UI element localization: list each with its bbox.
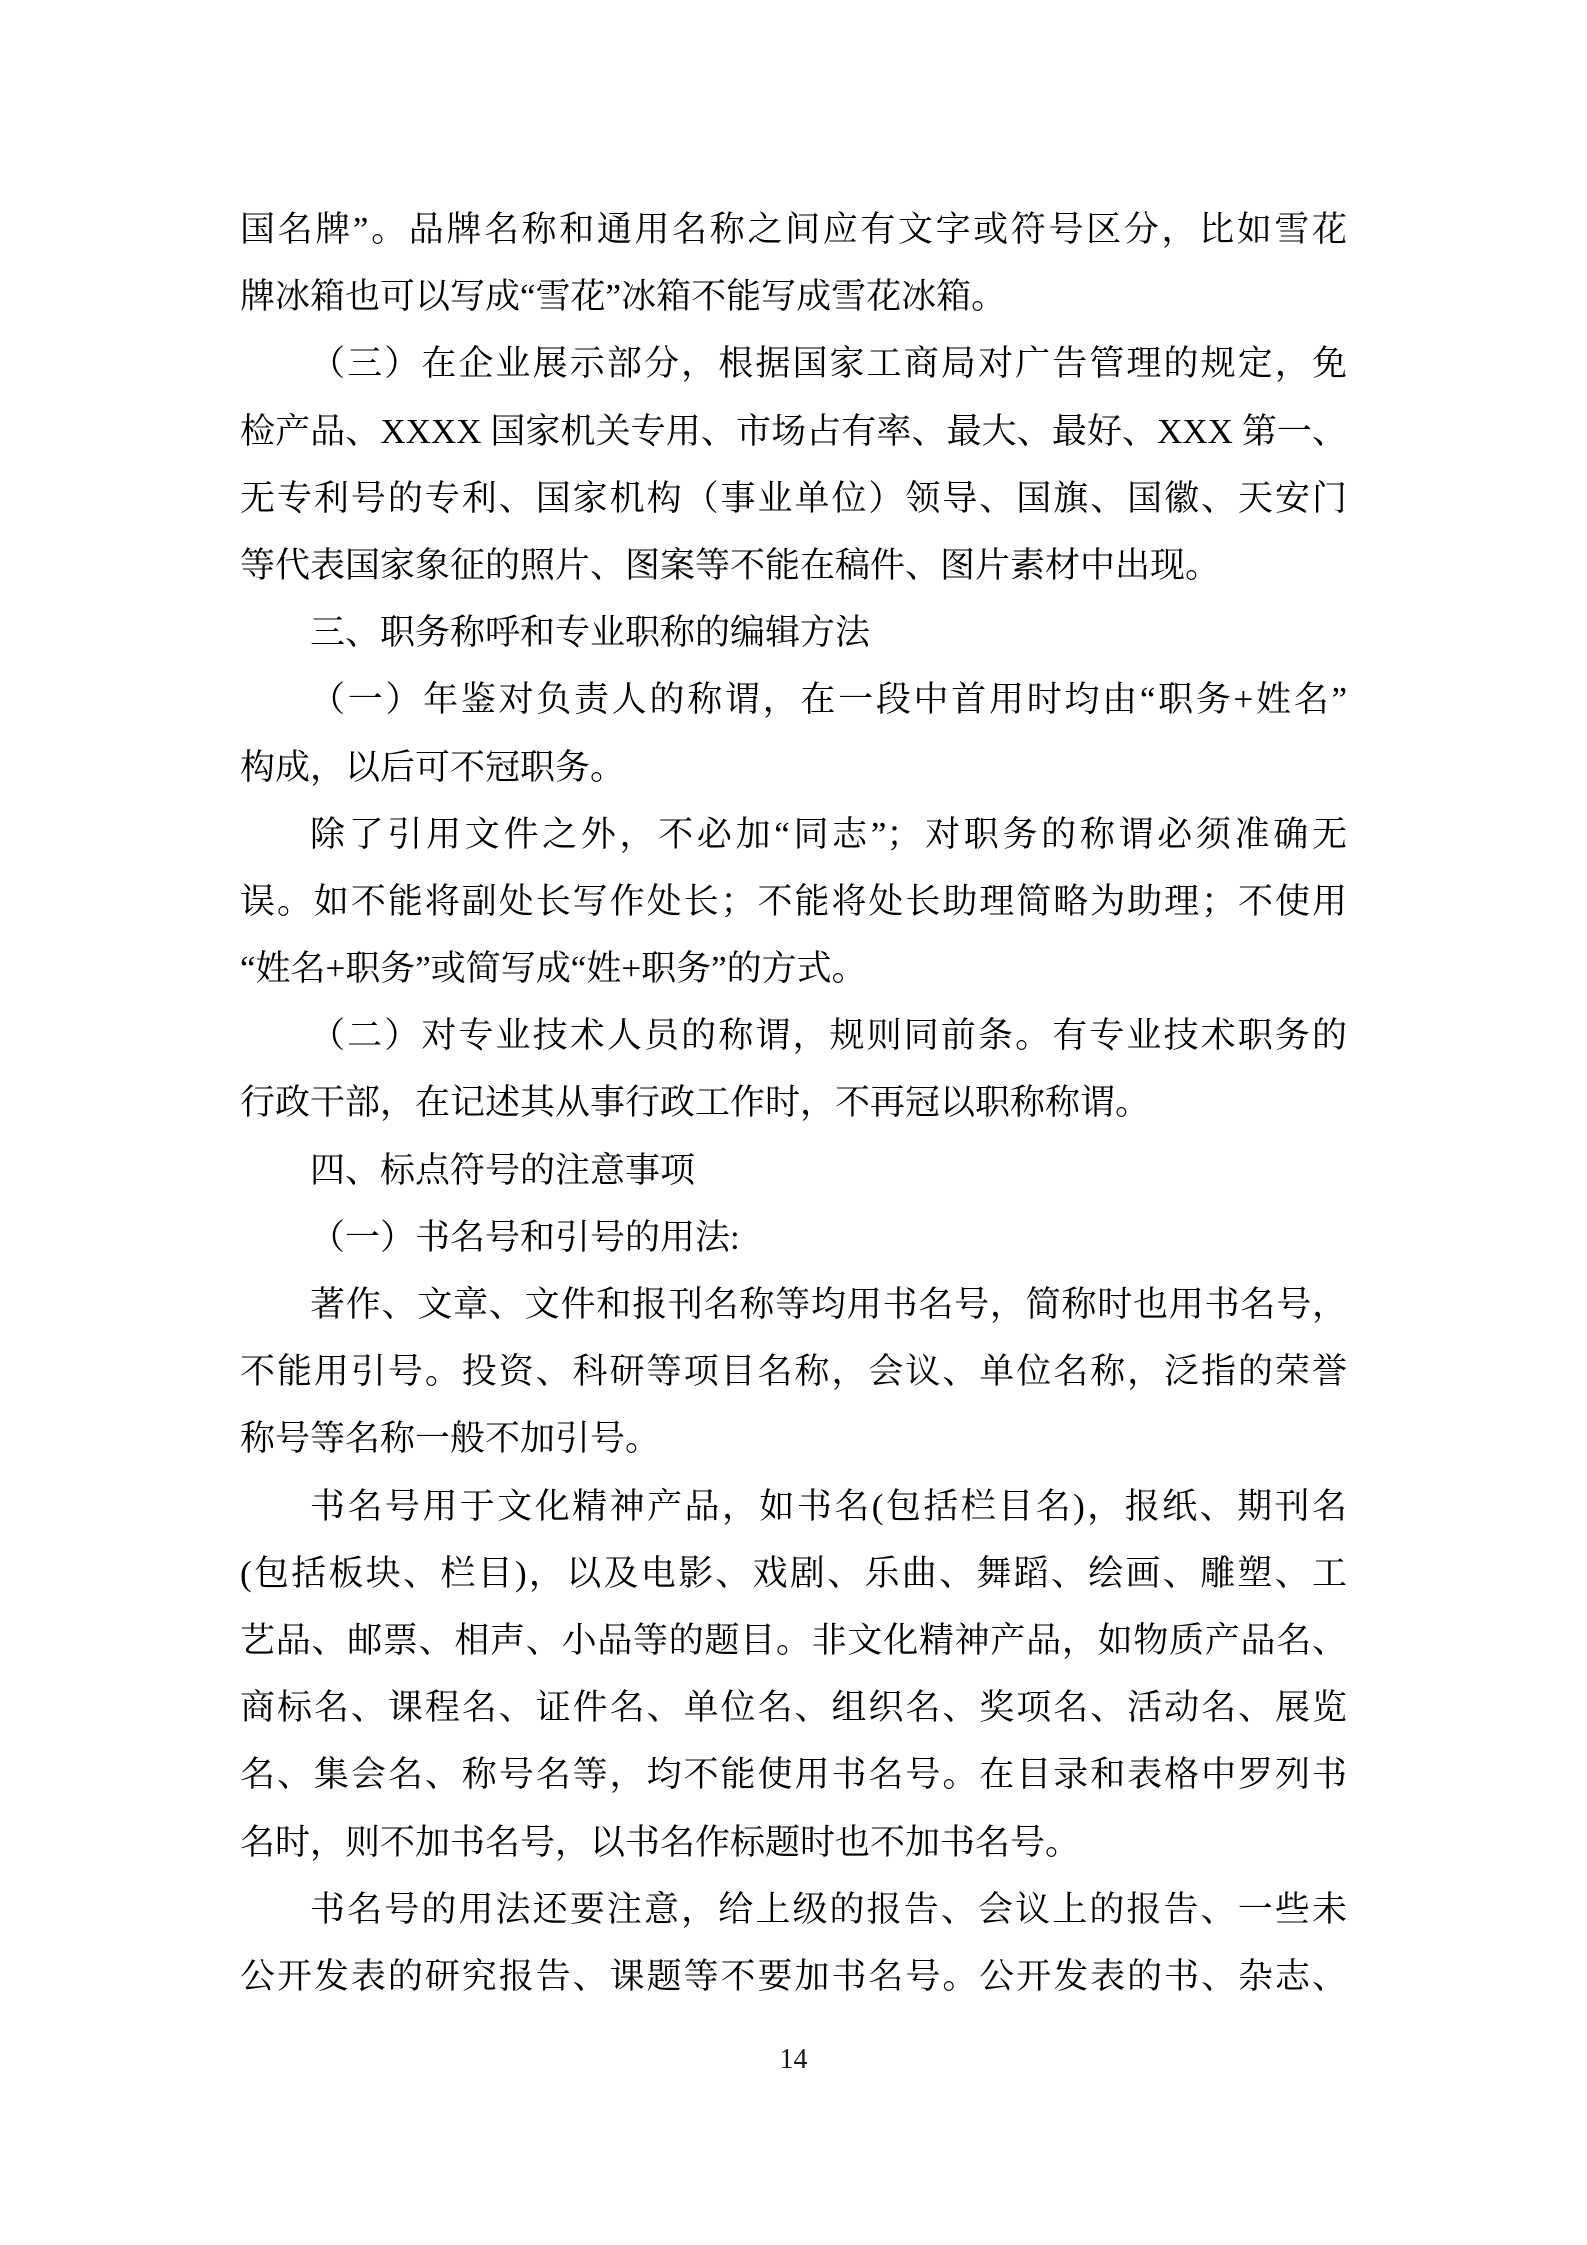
text-line: （三）在企业展示部分，根据国家工商局对广告管理的规定，免 — [310, 344, 1347, 384]
text-line: 不能用引号。投资、科研等项目名称，会议、单位名称，泛指的荣誉 — [240, 1352, 1347, 1392]
text-line: （二）对专业技术人员的称谓，规则同前条。有专业技术职务的 — [310, 1016, 1347, 1056]
text-line: 除了引用文件之外，不必加“同志”；对职务的称谓必须准确无 — [310, 814, 1347, 854]
page-number: 14 — [779, 2044, 808, 2075]
text-line: （一）年鉴对负责人的称谓，在一段中首用时均由“职务+姓名” — [310, 680, 1347, 720]
text-line: 牌冰箱也可以写成“雪花”冰箱不能写成雪花冰箱。 — [240, 277, 1007, 317]
text-line: 构成，以后可不冠职务。 — [240, 747, 626, 787]
text-line: 三、职务称呼和专业职称的编辑方法 — [310, 613, 871, 653]
text-line: 名时，则不加书名号，以书名作标题时也不加书名号。 — [240, 1822, 1081, 1862]
text-line: 四、标点符号的注意事项 — [310, 1150, 696, 1190]
text-line: 无专利号的专利、国家机构（事业单位）领导、国旗、国徽、天安门 — [240, 478, 1347, 518]
text-line: 名、集会名、称号名等，均不能使用书名号。在目录和表格中罗列书 — [240, 1755, 1347, 1795]
text-line: 商标名、课程名、证件名、单位名、组织名、奖项名、活动名、展览 — [240, 1688, 1347, 1728]
text-line: 国名牌”。品牌名称和通用名称之间应有文字或符号区分，比如雪花 — [240, 210, 1347, 249]
text-line: 检产品、XXXX 国家机关专用、市场占有率、最大、最好、XXX 第一、 — [240, 411, 1347, 451]
text-block — [240, 196, 1347, 2010]
text-line: 行政干部，在记述其从事行政工作时，不再冠以职称称谓。 — [240, 1083, 1151, 1123]
text-line: 公开发表的研究报告、课题等不要加书名号。公开发表的书、杂志、 — [240, 1956, 1347, 1996]
text-line: 等代表国家象征的照片、图案等不能在稿件、图片素材中出现。 — [240, 545, 1221, 585]
text-line: 称号等名称一般不加引号。 — [240, 1419, 661, 1459]
text-line: 著作、文章、文件和报刊名称等均用书名号，简称时也用书名号， — [310, 1285, 1347, 1324]
text-line: 书名号用于文化精神产品，如书名(包括栏目名)，报纸、期刊名 — [310, 1486, 1347, 1526]
text-line: 书名号的用法还要注意，给上级的报告、会议上的报告、一些未 — [310, 1889, 1347, 1929]
text-line: 艺品、邮票、相声、小品等的题目。非文化精神产品，如物质产品名、 — [240, 1620, 1347, 1660]
text-line: 误。如不能将副处长写作处长；不能将处长助理简略为助理；不使用 — [240, 881, 1347, 921]
text-line: “姓名+职务”或简写成“姓+职务”的方式。 — [240, 949, 867, 989]
text-line: (包括板块、栏目)，以及电影、戏剧、乐曲、舞蹈、绘画、雕塑、工 — [240, 1553, 1347, 1593]
text-line: （一）书名号和引号的用法: — [310, 1217, 740, 1257]
